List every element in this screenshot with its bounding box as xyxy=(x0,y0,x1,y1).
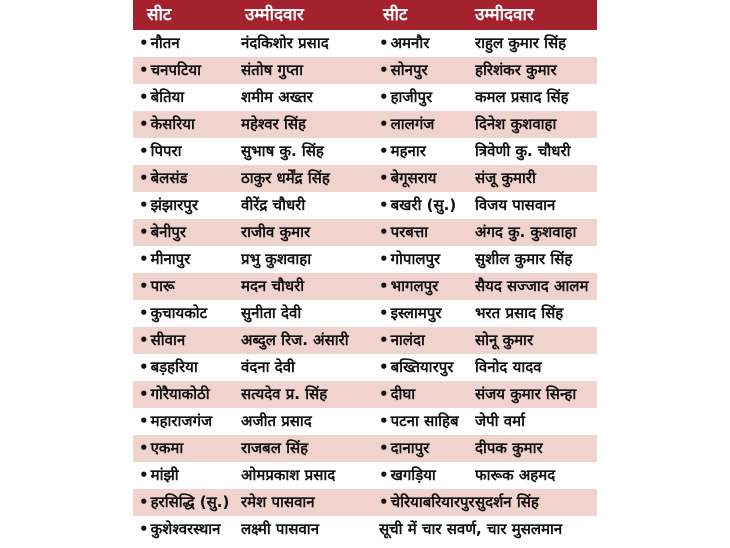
seat-name-left xyxy=(139,276,239,297)
table-row xyxy=(133,462,597,489)
seat-name-right xyxy=(379,492,477,513)
bullet: • xyxy=(139,115,149,133)
seat-name-left xyxy=(139,114,239,135)
table-row xyxy=(133,381,597,408)
candidate-name-left: मदन चौधरी xyxy=(241,277,305,295)
seat-name-right-text: दीघा xyxy=(390,385,416,403)
seat-name-left-text: महाराजगंज xyxy=(150,412,213,430)
seat-name-left xyxy=(139,33,239,54)
candidate-name-right: राहुल कुमार सिंह xyxy=(475,34,567,52)
seat-name-right xyxy=(379,330,477,351)
seat-name-right xyxy=(379,357,477,378)
candidate-name-left: राजीव कुमार xyxy=(241,223,311,241)
header-candidate-right: उम्मीदवार xyxy=(475,5,534,25)
seat-name-right-text: पटना साहिब xyxy=(390,412,459,430)
table-row xyxy=(133,354,597,381)
seat-name-left xyxy=(139,411,239,432)
seat-name-left-text: मीनापुर xyxy=(150,250,191,268)
table-row xyxy=(133,219,597,246)
candidate-name-right: सुदर्शन सिंह xyxy=(475,493,539,511)
seat-name-left-text: एकमा xyxy=(150,439,184,457)
bullet: • xyxy=(139,520,149,538)
seat-name-right-text: महनार xyxy=(390,142,426,160)
candidate-name-left: प्रभु कुशवाहा xyxy=(241,250,312,268)
candidate-name-left: लक्ष्मी पासवान xyxy=(241,520,320,538)
seat-name-left-text: केसरिया xyxy=(150,115,195,133)
bullet: • xyxy=(139,142,149,160)
seat-name-left xyxy=(139,60,239,81)
candidate-name-right: सुशील कुमार सिंह xyxy=(475,250,573,268)
seat-name-left xyxy=(139,330,239,351)
header-seat-left: सीट xyxy=(147,5,172,25)
bullet: • xyxy=(139,304,149,322)
seat-name-right xyxy=(379,276,477,297)
seat-name-left xyxy=(139,384,239,405)
bullet: • xyxy=(139,385,149,403)
bullet: • xyxy=(379,34,389,52)
bullet: • xyxy=(379,412,389,430)
bullet: • xyxy=(139,250,149,268)
seat-name-left-text: पिपरा xyxy=(150,142,182,160)
bullet: • xyxy=(379,196,389,214)
candidate-name-right: संजू कुमारी xyxy=(475,169,536,187)
seat-name-right-text: चेरियाबरियारपुर xyxy=(390,493,475,511)
seat-name-right xyxy=(379,60,477,81)
bullet: • xyxy=(379,88,389,106)
candidate-name-left: संतोष गुप्ता xyxy=(241,61,303,79)
bullet: • xyxy=(379,493,389,511)
seat-name-right xyxy=(379,303,477,324)
table-row xyxy=(133,327,597,354)
candidate-name-right: दिनेश कुशवाहा xyxy=(475,115,557,133)
table-row xyxy=(133,435,597,462)
bullet: • xyxy=(379,277,389,295)
candidate-name-right: कमल प्रसाद सिंह xyxy=(475,88,569,106)
candidate-name-left: अब्दुल रिज. अंसारी xyxy=(241,331,349,349)
seat-name-right xyxy=(379,465,477,486)
candidate-name-right: जेपी वर्मा xyxy=(475,412,525,430)
seat-name-left xyxy=(139,303,239,324)
seat-name-right xyxy=(379,222,477,243)
candidate-name-right: हरिशंकर कुमार xyxy=(475,61,557,79)
bullet: • xyxy=(139,331,149,349)
candidate-name-left: ओमप्रकाश प्रसाद xyxy=(241,466,336,484)
candidate-name-right: सोनू कुमार xyxy=(475,331,534,349)
seat-name-right xyxy=(379,438,477,459)
candidate-name-left: अजीत प्रसाद xyxy=(241,412,312,430)
table-row xyxy=(133,489,597,516)
seat-name-right xyxy=(379,87,477,108)
candidate-name-right: विजय पासवान xyxy=(475,196,556,214)
bullet: • xyxy=(379,61,389,79)
seat-name-right xyxy=(379,411,477,432)
seat-name-right xyxy=(379,195,477,216)
seat-name-left xyxy=(139,519,239,540)
seat-name-left-text: बेतिया xyxy=(150,88,185,106)
table-row xyxy=(133,57,597,84)
seat-name-right-text: सोनपुर xyxy=(390,61,428,79)
seat-name-right-text: हाजीपुर xyxy=(390,88,433,106)
bullet: • xyxy=(139,439,149,457)
seat-name-left xyxy=(139,222,239,243)
candidate-name-right: फारूक अहमद xyxy=(475,466,556,484)
seat-name-right-text: अमनौर xyxy=(390,34,430,52)
bullet: • xyxy=(139,88,149,106)
seat-name-left-text: बेलसंड xyxy=(150,169,188,187)
seat-name-right-text: बखरी (सु.) xyxy=(390,196,457,214)
candidate-name-left: नंदकिशोर प्रसाद xyxy=(241,34,329,52)
table-row xyxy=(133,30,597,57)
candidate-name-left: राजबल सिंह xyxy=(241,439,309,457)
seat-name-left-text: कुचायकोट xyxy=(150,304,208,322)
candidate-name-left: शमीम अख्तर xyxy=(241,88,313,106)
seat-name-right-text: बेगूसराय xyxy=(390,169,437,187)
header-seat-right: सीट xyxy=(383,5,408,25)
bullet: • xyxy=(379,250,389,268)
bullet: • xyxy=(139,34,149,52)
bullet: • xyxy=(139,493,149,511)
candidate-name-left: ठाकुर धर्मेंद्र सिंह xyxy=(241,169,330,187)
candidate-name-right: दीपक कुमार xyxy=(475,439,543,457)
bullet: • xyxy=(139,169,149,187)
seat-name-right xyxy=(379,249,477,270)
candidate-name-right: भरत प्रसाद सिंह xyxy=(475,304,564,322)
bullet: • xyxy=(139,196,149,214)
seat-name-right-text: नालंदा xyxy=(390,331,425,349)
table-row xyxy=(133,408,597,435)
seat-name-right-text: गोपालपुर xyxy=(390,250,441,268)
bullet: • xyxy=(379,358,389,376)
table-header xyxy=(133,0,597,30)
seat-name-right-text: दानापुर xyxy=(390,439,430,457)
candidate-name-right: विनोद यादव xyxy=(475,358,542,376)
seat-name-right-text: खगड़िया xyxy=(390,466,436,484)
bullet: • xyxy=(379,466,389,484)
seat-name-left-text: हरसिद्धि (सु.) xyxy=(150,493,230,511)
seat-name-left-text: चनपटिया xyxy=(150,61,201,79)
table-row xyxy=(133,84,597,111)
seat-name-right xyxy=(379,114,477,135)
bullet: • xyxy=(139,466,149,484)
candidate-name-left: रमेश पासवान xyxy=(241,493,315,511)
seat-name-right-text: इस्लामपुर xyxy=(390,304,442,322)
list-summary-note: सूची में चार सवर्ण, चार मुसलमान xyxy=(379,520,563,538)
bullet: • xyxy=(379,439,389,457)
table-row xyxy=(133,246,597,273)
table-row xyxy=(133,192,597,219)
candidate-name-right: संजय कुमार सिन्हा xyxy=(475,385,577,403)
candidate-name-left: वीरेंद्र चौधरी xyxy=(241,196,306,214)
bullet: • xyxy=(379,331,389,349)
table-row xyxy=(133,111,597,138)
seat-name-right-text: भागलपुर xyxy=(390,277,439,295)
seat-name-left-text: गोरैयाकोठी xyxy=(150,385,210,403)
seat-name-left xyxy=(139,492,239,513)
candidate-name-left: महेश्वर सिंह xyxy=(241,115,306,133)
candidate-name-left: सत्यदेव प्र. सिंह xyxy=(241,385,328,403)
seat-name-left-text: सीवान xyxy=(150,331,186,349)
seat-name-left-text: बड़हरिया xyxy=(150,358,198,376)
bullet: • xyxy=(139,358,149,376)
seat-name-left xyxy=(139,357,239,378)
seat-name-left xyxy=(139,249,239,270)
header-candidate-left: उम्मीदवार xyxy=(245,5,304,25)
table-row xyxy=(133,138,597,165)
candidate-list-table xyxy=(133,0,597,548)
seat-name-left-text: बेनीपुर xyxy=(150,223,187,241)
bullet: • xyxy=(379,385,389,403)
candidate-name-left: सुभाष कु. सिंह xyxy=(241,142,324,160)
bullet: • xyxy=(379,142,389,160)
seat-name-left xyxy=(139,465,239,486)
seat-name-left xyxy=(139,141,239,162)
candidate-name-left: वंदना देवी xyxy=(241,358,295,376)
seat-name-left xyxy=(139,87,239,108)
seat-name-left-text: मांझी xyxy=(150,466,179,484)
seat-name-left-text: झंझारपुर xyxy=(150,196,198,214)
bullet: • xyxy=(379,169,389,187)
seat-name-left-text: पारू xyxy=(150,277,175,295)
bullet: • xyxy=(139,223,149,241)
bullet: • xyxy=(139,277,149,295)
bullet: • xyxy=(379,115,389,133)
table-row xyxy=(133,300,597,327)
seat-name-right-text: लालगंज xyxy=(390,115,435,133)
seat-name-right xyxy=(379,384,477,405)
bullet: • xyxy=(379,223,389,241)
seat-name-left xyxy=(139,195,239,216)
seat-name-left xyxy=(139,168,239,189)
seat-name-right xyxy=(379,33,477,54)
seat-name-left-text: कुशेश्वरस्थान xyxy=(150,520,221,538)
seat-name-right xyxy=(379,141,477,162)
seat-name-right xyxy=(379,168,477,189)
table-row xyxy=(133,165,597,192)
bullet: • xyxy=(139,61,149,79)
seat-name-left-text: नौतन xyxy=(150,34,180,52)
candidate-name-left: सुनीता देवी xyxy=(241,304,302,322)
candidate-name-right: सैयद सज्जाद आलम xyxy=(475,277,589,295)
table-row xyxy=(133,516,597,543)
bullet: • xyxy=(379,304,389,322)
table-row xyxy=(133,273,597,300)
seat-name-right-text: बख्तियारपुर xyxy=(390,358,454,376)
candidate-name-right: त्रिवेणी कु. चौधरी xyxy=(475,142,571,160)
bullet: • xyxy=(139,412,149,430)
seat-name-left xyxy=(139,438,239,459)
candidate-name-right: अंगद कु. कुशवाहा xyxy=(475,223,577,241)
seat-name-right-text: परबत्ता xyxy=(390,223,429,241)
